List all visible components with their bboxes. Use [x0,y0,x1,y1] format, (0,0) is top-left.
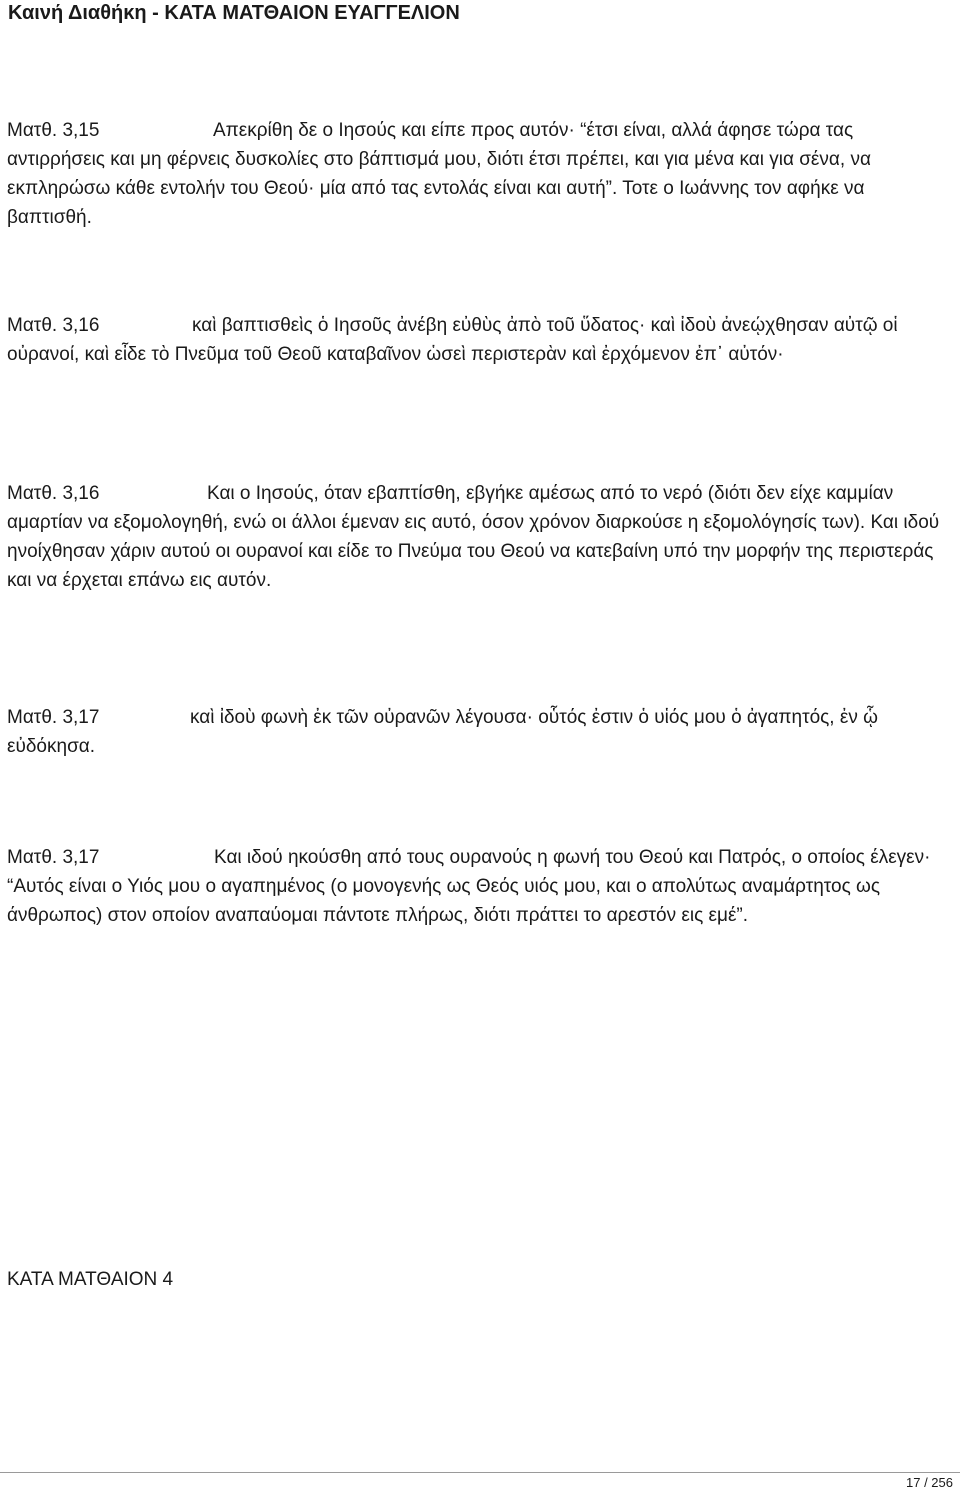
verse-reference: Ματθ. 3,15 [7,120,100,141]
verse-text: καὶ βαπτισθεὶς ὁ Ιησοῦς ἀνέβη εὐθὺς ἀπὸ τοῦ ὕδατος· καὶ ἰδοὺ ἀνεῴχθησαν αὐτῷ οἱ οὐρανοί, καὶ εἶδε τὸ Πνεῦμα τοῦ Θεοῦ καταβαῖνον ὡσεὶ περιστερὰν καὶ ἐρχόμενον ἐπ᾿ αὐτόν· [7,315,898,365]
verse-block [7,843,952,930]
verse-block [7,703,952,761]
verse-reference: Ματθ. 3,17 [7,707,100,728]
chapter-heading: ΚΑΤΑ ΜΑΤΘΑΙΟΝ 4 [7,1269,174,1290]
verse-block [7,116,952,232]
verse-reference: Ματθ. 3,16 [7,483,100,504]
verse-text: Απεκρίθη δε ο Ιησούς και είπε προς αυτόν· “έτσι είναι, αλλά άφησε τώρα τας αντιρρήσεις και μη φέρνεις δυσκολίες στο βάπτισμά μου, διότι έτσι πρέπει, και για μένα και για σένα, να εκπληρώσω κάθε εντολήν του Θεού· μία από τας εντολάς είναι και αυτή”. Τοτε ο Ιωάννης τον αφήκε να βαπτισθή. [7,120,871,228]
verse-block [7,311,952,369]
verse-text: καὶ ἰδοὺ φωνὴ ἐκ τῶν οὐρανῶν λέγουσα· οὗτός ἐστιν ὁ υἱός μου ὁ ἀγαπητός, ἐν ᾧ εὐδόκησα. [7,707,878,757]
verse-block [7,479,952,595]
verse-text: Και ο Ιησούς, όταν εβαπτίσθη, εβγήκε αμέσως από το νερό (διότι δεν είχε καμμίαν αμαρτίαν να εξομολογηθή, ενώ οι άλλοι έμεναν εις αυτό, όσον χρόνον διαρκούσε η εξομολόγησίς των). Και ιδού ηνοίχθησαν χάριν αυτού οι ουρανοί και είδε το Πνεύμα του Θεού να κατεβαίνη υπό την μορφήν της περιστεράς και να έρχεται επάνω εις αυτόν. [7,483,940,591]
verse-text: Και ιδού ηκούσθη από τους ουρανούς η φωνή του Θεού και Πατρός, ο οποίος έλεγεν· “Αυτός είναι ο Υιός μου ο αγαπημένος (ο μονογενής ως Θεός υιός μου, και ο απολύτως αναμάρτητος ως άνθρωπος) στον οποίον αναπαύομαι πάντοτε πλήρως, διότι πράττει το αρεστόν εις εμέ”. [7,847,931,926]
footer-divider [0,1472,960,1473]
page-number: 17 / 256 [906,1475,953,1490]
verse-reference: Ματθ. 3,17 [7,847,100,868]
verse-reference: Ματθ. 3,16 [7,315,100,336]
document-title: Καινή Διαθήκη - ΚΑΤΑ ΜΑΤΘΑΙΟΝ ΕΥΑΓΓΕΛΙΟΝ [8,2,460,24]
